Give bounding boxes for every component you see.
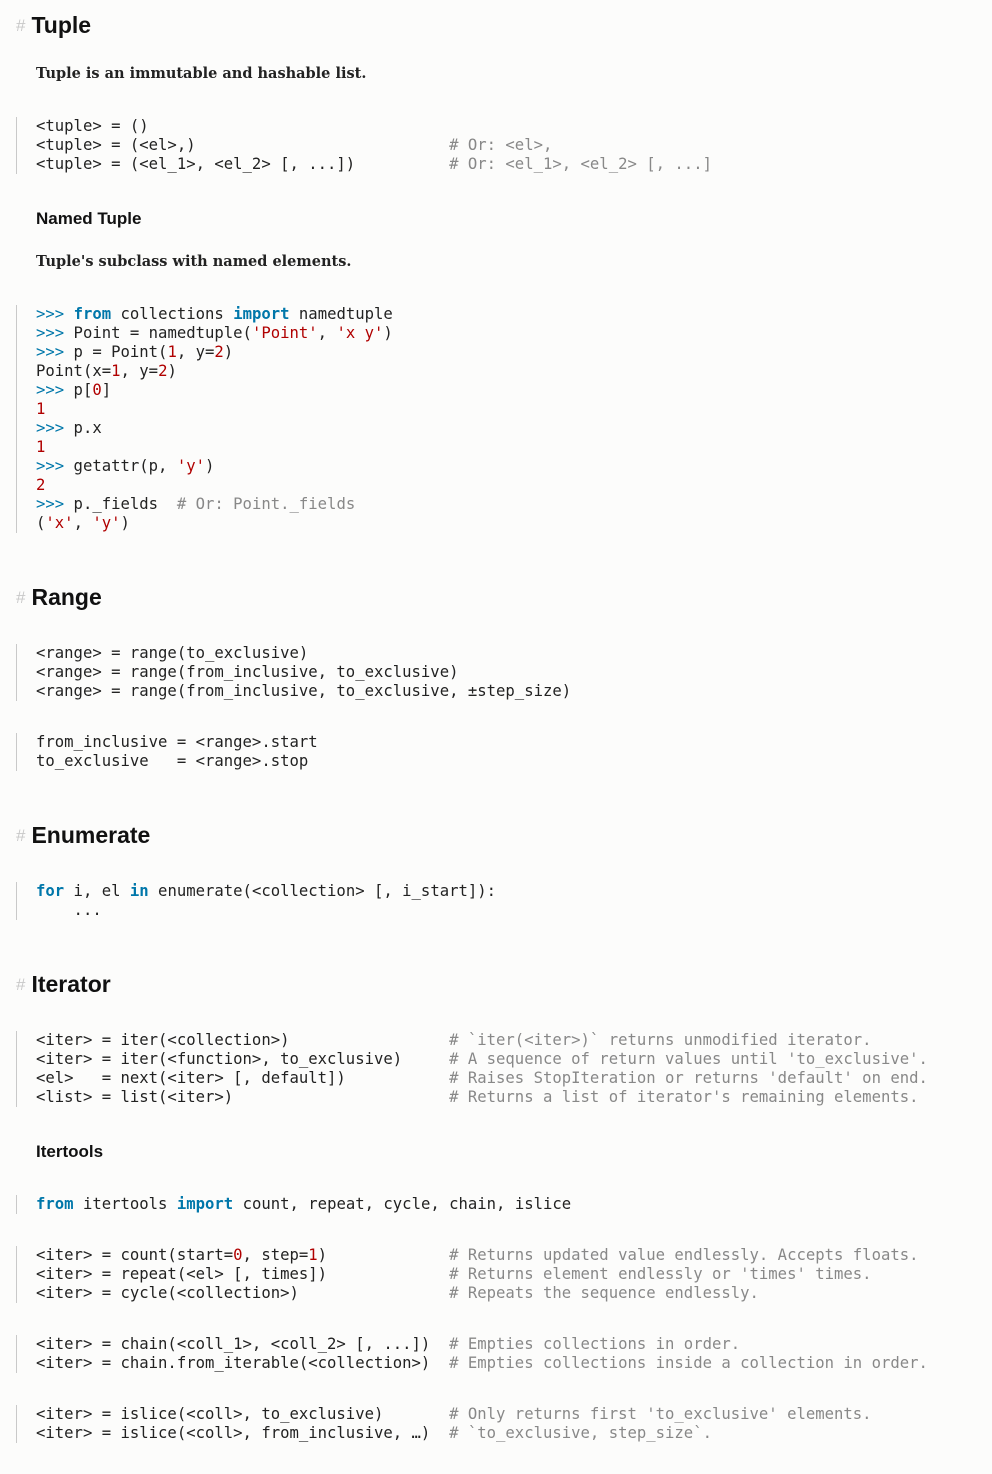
heading-text: Range [31,584,102,610]
anchor-link[interactable]: # [16,588,26,607]
code-block-itertools-islice [16,1405,872,1443]
code-lines: from itertools import count, repeat, cycle, chain, islice [36,1195,572,1213]
code-block-itertools-import [16,1195,571,1214]
code-lines: <iter> = islice(<coll>, to_exclusive) # Only returns first 'to_exclusive' elements. <iter> = islice(<coll>, from_inclusive, …) # `to_exclusive, step_size`. [36,1405,872,1442]
code-block-range-attributes [16,733,318,771]
anchor-link[interactable]: # [16,826,26,845]
anchor-link[interactable]: # [16,975,26,994]
heading-text: Enumerate [31,822,151,848]
anchor-link[interactable]: # [16,16,26,35]
heading-range [16,584,102,611]
code-block-tuple [16,117,712,174]
code-lines: <tuple> = () <tuple> = (<el>,) # Or: <el>, <tuple> = (<el_1>, <el_2> [, ...]) # Or: <el_1>, <el_2> [, ...] [36,117,712,173]
tuple-description: Tuple is an immutable and hashable list. [36,65,367,82]
heading-iterator [16,971,111,998]
heading-tuple [16,12,91,39]
code-block-enumerate [16,882,496,920]
code-lines: <iter> = iter(<collection>) # `iter(<iter>)` returns unmodified iterator. <iter> = iter(<function>, to_exclusive) # A sequence of return values until 'to_exclusive'. <el> = next(<iter> [, default]) # Raises StopIteration or returns 'default' on end. <list> = list(<iter>) # Returns a list of iterator's remaining elements. [36,1031,928,1106]
code-block-itertools-chain [16,1335,928,1373]
code-lines: <iter> = count(start=0, step=1) # Returns updated value endlessly. Accepts floats. <iter> = repeat(<el> [, times]) # Returns element endlessly or 'times' times. <iter> = cycle(<collection>) # Repeats the sequence endlessly. [36,1246,919,1302]
heading-itertools: Itertools [36,1142,104,1161]
code-block-iterator [16,1031,928,1107]
heading-named-tuple: Named Tuple [36,209,142,228]
code-lines: for i, el in enumerate(<collection> [, i_start]): ... [36,882,497,919]
heading-text: Tuple [31,12,92,38]
code-block-named-tuple [16,305,393,533]
heading-text: Iterator [31,971,111,997]
named-tuple-description: Tuple's subclass with named elements. [36,253,352,270]
code-lines: <iter> = chain(<coll_1>, <coll_2> [, ...]) # Empties collections in order. <iter> = chain.from_iterable(<collection>) # Empties collections inside a collection in order. [36,1335,928,1372]
code-lines: >>> from collections import namedtuple >>> Point = namedtuple('Point', 'x y') >>> p = Point(1, y=2) Point(x=1, y=2) >>> p[0] 1 >>> p.x 1 >>> getattr(p, 'y') 2 >>> p._fields # Or: Point._fields ('x', 'y') [36,305,393,532]
code-block-itertools-infinite [16,1246,919,1303]
code-block-range [16,644,571,701]
code-lines: from_inclusive = <range>.start to_exclusive = <range>.stop [36,733,318,770]
heading-enumerate [16,822,150,849]
code-lines: <range> = range(to_exclusive) <range> = range(from_inclusive, to_exclusive) <range> = range(from_inclusive, to_exclusive, ±step_size) [36,644,572,700]
